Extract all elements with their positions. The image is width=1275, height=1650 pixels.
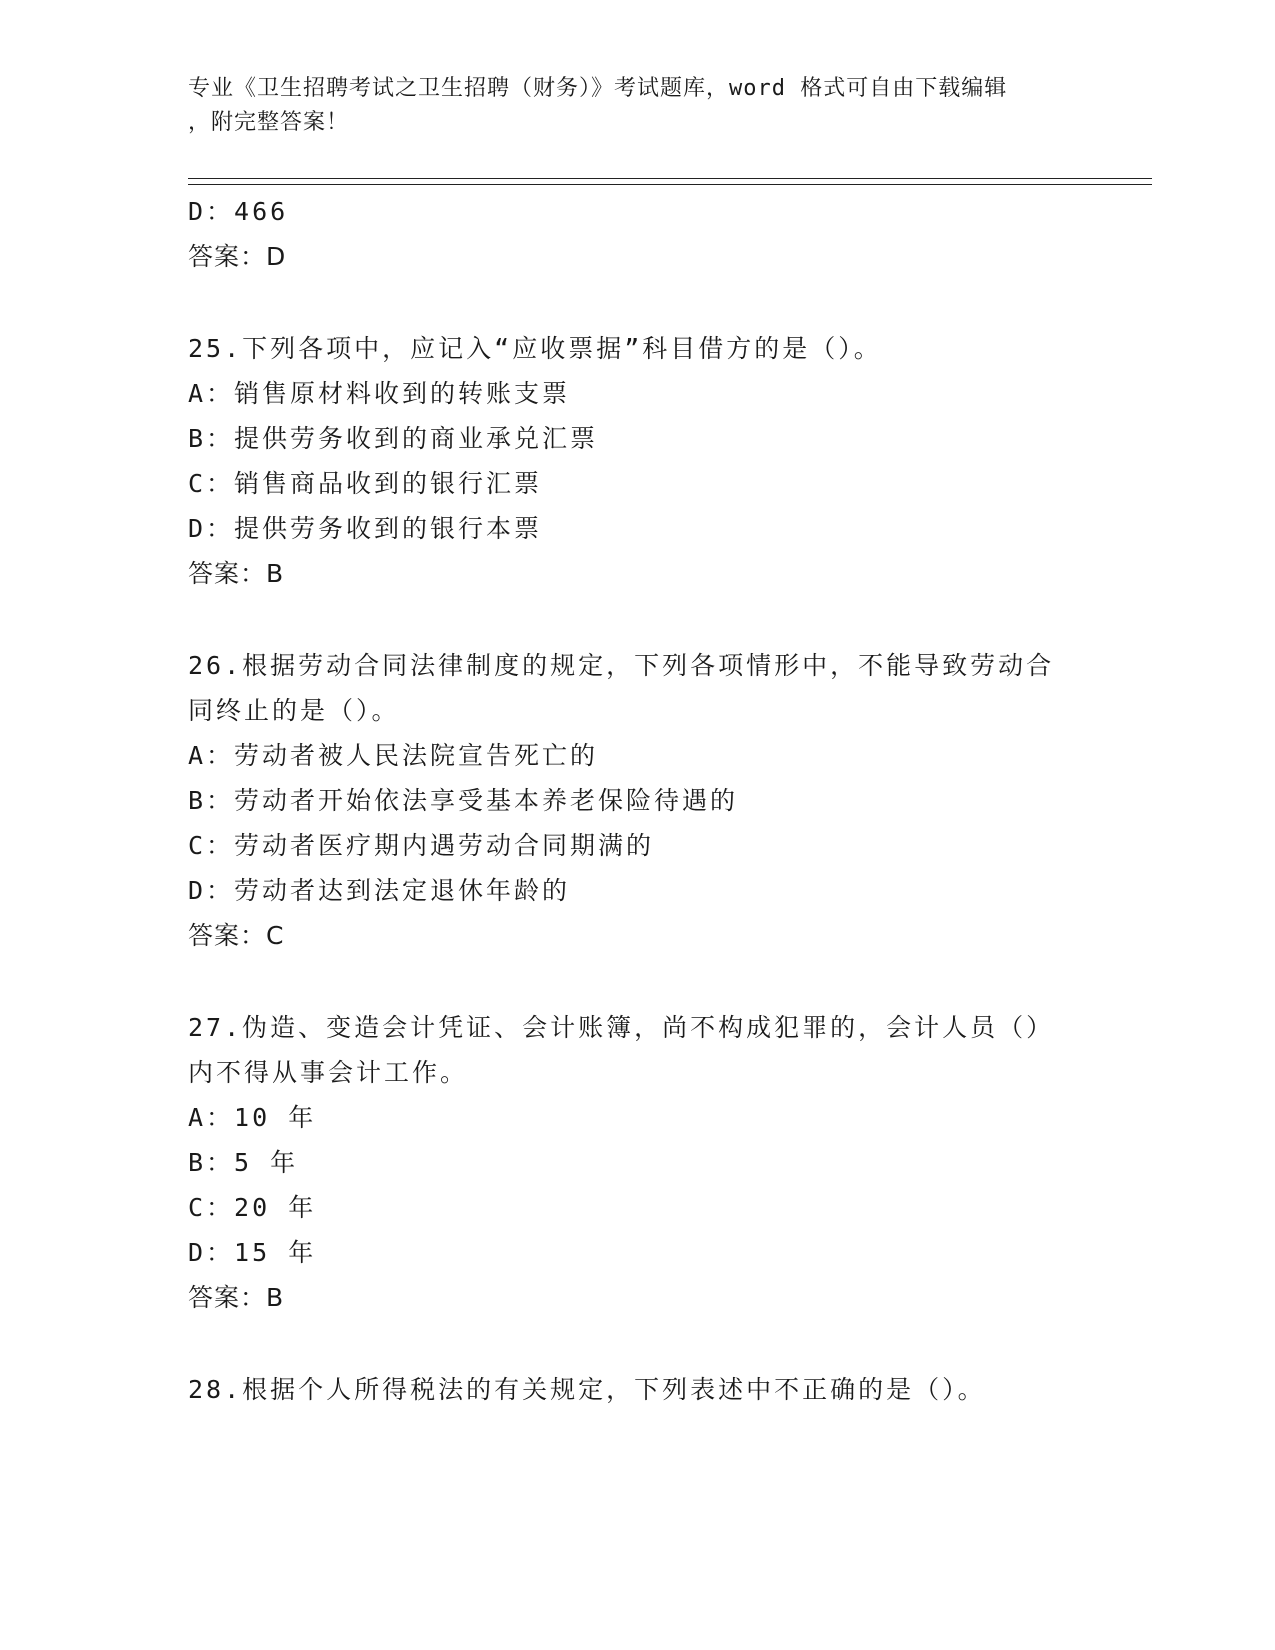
question-stem-line-2: 同终止的是（）。 [188,696,400,725]
question-stem-line-1: 27.伪造、变造会计凭证、会计账簿，尚不构成犯罪的，会计人员（） [188,1013,1055,1042]
spacer [188,596,1088,643]
header-divider [188,178,1152,185]
option-d: D：劳动者达到法定退休年龄的 [188,876,571,905]
option-d: D：466 [188,197,289,226]
option-b: B：5 年 [188,1148,299,1177]
option-c: C：销售商品收到的银行汇票 [188,469,543,498]
option-b: B：提供劳务收到的商业承兑汇票 [188,424,599,453]
question-list [188,189,1088,1412]
answer: 答案：B [188,559,285,588]
option-a: A：劳动者被人民法院宣告死亡的 [188,741,599,770]
question-stem: 28.根据个人所得税法的有关规定，下列表述中不正确的是（）。 [188,1375,986,1404]
answer: 答案：D [188,242,287,271]
header-line-2: ，附完整答案！ [188,110,350,135]
option-c: C：20 年 [188,1193,317,1222]
question-stem-line-2: 内不得从事会计工作。 [188,1058,469,1087]
header-line-1: 专业《卫生招聘考试之卫生招聘（财务）》考试题库，word 格式可自由下载编辑 [188,76,1008,101]
question-24-tail [188,189,1088,279]
option-b: B：劳动者开始依法享受基本养老保险待遇的 [188,786,739,815]
question-26 [188,643,1088,958]
answer: 答案：B [188,1283,285,1312]
option-d: D：提供劳务收到的银行本票 [188,514,543,543]
option-c: C：劳动者医疗期内遇劳动合同期满的 [188,831,655,860]
question-27 [188,1005,1088,1320]
question-stem: 25.下列各项中，应记入“应收票据”科目借方的是（）。 [188,334,882,363]
question-stem-line-1: 26.根据劳动合同法律制度的规定，下列各项情形中，不能导致劳动合 [188,651,1055,680]
document-header [188,72,1068,140]
option-a: A：销售原材料收到的转账支票 [188,379,571,408]
answer: 答案：C [188,921,285,950]
option-d: D：15 年 [188,1238,317,1267]
spacer [188,958,1088,1005]
question-25 [188,326,1088,596]
spacer [188,1320,1088,1367]
option-a: A：10 年 [188,1103,317,1132]
spacer [188,279,1088,326]
question-28 [188,1367,1088,1412]
